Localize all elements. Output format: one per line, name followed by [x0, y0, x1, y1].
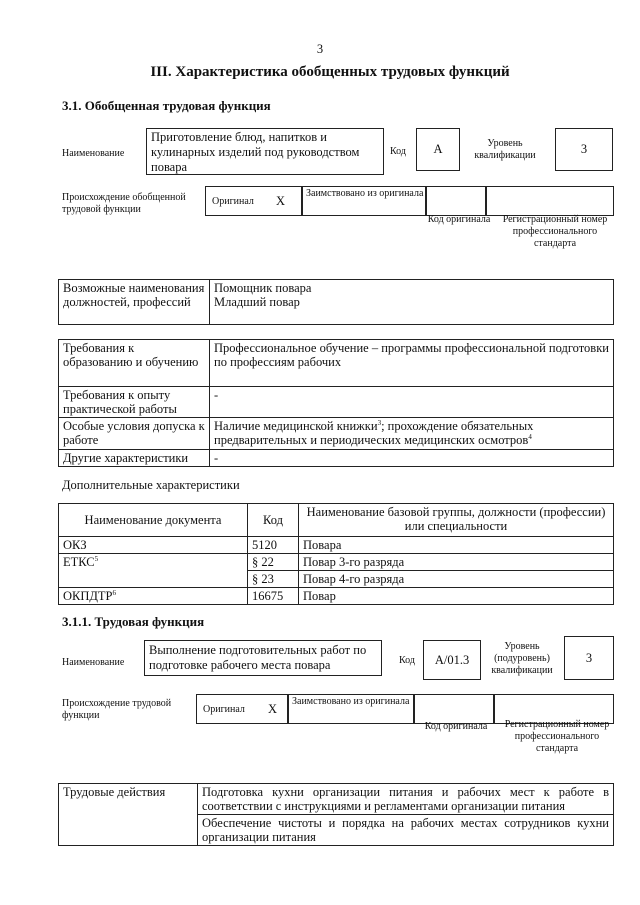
req-text-b: ; прохождение обязательных предварительных и периодических медицинских осмотров [214, 419, 534, 447]
extra-header-code: Код [248, 504, 299, 537]
table-row [59, 418, 614, 450]
tf-code-label: Код [399, 655, 415, 666]
req-label: Требования к опыту практической работы [59, 387, 210, 418]
table-row [59, 588, 614, 605]
footnote-ref: 6 [112, 588, 117, 597]
table-header-row [59, 504, 614, 537]
req-text-a: Наличие медицинской книжки [214, 419, 378, 433]
extra-doc: ЕТКС$^5$ [59, 554, 248, 571]
page-number: 3 [316, 42, 324, 56]
extra-name: Повара [299, 537, 614, 554]
tf-borrowed-label: Заимствовано из оригинала [292, 696, 410, 707]
tf-code-original-box [414, 694, 494, 724]
extra-table [58, 503, 614, 605]
footnote-ref: 5 [94, 554, 99, 563]
job-item: Младший повар [214, 295, 300, 309]
extra-name: Повар 4-го разряда [299, 571, 614, 588]
extra-header-name: Наименование базовой группы, должности (профессии) или специальности [299, 504, 614, 537]
gtf-code-label: Код [390, 146, 406, 157]
gtf-code-original-label: Код оригинала [427, 214, 491, 225]
tf-reg-number-label: Регистрационный номер профессионального стандарта [504, 719, 610, 754]
table-row [59, 571, 614, 588]
table-row [59, 554, 614, 571]
extra-name: Повар [299, 588, 614, 605]
tf-code-original-label: Код оригинала [424, 721, 488, 732]
extra-code: 16675 [248, 588, 299, 605]
extra-code: § 23 [248, 571, 299, 588]
extra-doc: ОКПДТР$^6$ [59, 588, 248, 605]
gtf-code-original-box [426, 186, 486, 216]
tf-name-label: Наименование [62, 657, 125, 668]
gtf-reg-number-label: Регистрационный номер профессионального стандарта [502, 214, 608, 249]
job-item: Помощник повара [214, 281, 312, 295]
extra-doc [59, 571, 248, 588]
requirements-table [58, 339, 614, 467]
gtf-origin-label: Происхождение обобщенной трудовой функции [62, 192, 186, 215]
req-label: Особые условия допуска к работе [59, 418, 210, 450]
gtf-level-value: 3 [555, 128, 613, 171]
actions-label: Трудовые действия [59, 784, 198, 846]
gtf-code-value: А [416, 128, 460, 171]
req-label: Другие характеристики [59, 450, 210, 467]
extra-code: § 22 [248, 554, 299, 571]
gtf-level-label: Уровень квалификации [474, 138, 536, 161]
tf-name-value: Выполнение подготовительных работ по подготовке рабочего места повара [144, 640, 382, 676]
tf-level-value: 3 [564, 636, 614, 680]
extra-header-doc: Наименование документа [59, 504, 248, 537]
gtf-heading: 3.1. Обобщенная трудовая функция [62, 98, 271, 113]
tf-original-label: Оригинал [203, 704, 245, 715]
table-row [59, 450, 614, 467]
extra-code: 5120 [248, 537, 299, 554]
tf-heading: 3.1.1. Трудовая функция [62, 614, 205, 629]
req-value: Профессиональное обучение – программы профессиональной подготовки по профессиям рабочих [210, 340, 614, 387]
table-row [59, 784, 614, 815]
action-item: Обеспечение чистоты и порядка на рабочих местах сотрудников кухни организации питания [198, 815, 614, 846]
jobs-table [58, 279, 614, 325]
action-item: Подготовка кухни организации питания и рабочих мест к работе в соответствии с инструкциями и регламентами организации питания [198, 784, 614, 815]
tf-code-value: A/01.3 [423, 640, 481, 680]
extra-name: Повар 3-го разряда [299, 554, 614, 571]
req-value: - [210, 387, 614, 418]
req-value: - [210, 450, 614, 467]
gtf-borrowed-label: Заимствовано из оригинала [306, 188, 424, 199]
jobs-cell [210, 280, 614, 325]
table-row [59, 537, 614, 554]
extra-title: Дополнительные характеристики [62, 478, 240, 492]
gtf-original-mark: X [276, 194, 286, 208]
jobs-label: Возможные наименования должностей, профессий [59, 280, 210, 325]
table-row [59, 340, 614, 387]
tf-original-mark: X [268, 702, 278, 716]
gtf-reg-number-box [486, 186, 614, 216]
table-row [59, 387, 614, 418]
gtf-original-label: Оригинал [212, 196, 254, 207]
req-label: Требования к образованию и обучению [59, 340, 210, 387]
req-value [210, 418, 614, 450]
tf-level-label: Уровень (подуровень) квалификации [491, 641, 553, 676]
gtf-name-value: Приготовление блюд, напитков и кулинарных изделий под руководством повара [146, 128, 384, 175]
gtf-name-label: Наименование [62, 148, 125, 159]
actions-table [58, 783, 614, 846]
footnote-ref: 4 [528, 432, 532, 441]
footnote-ref: 3 [377, 418, 382, 427]
tf-origin-label: Происхождение трудовой функции [62, 698, 172, 721]
section-title: III. Характеристика обобщенных трудовых функций [150, 64, 510, 80]
extra-doc: ОКЗ [59, 537, 248, 554]
